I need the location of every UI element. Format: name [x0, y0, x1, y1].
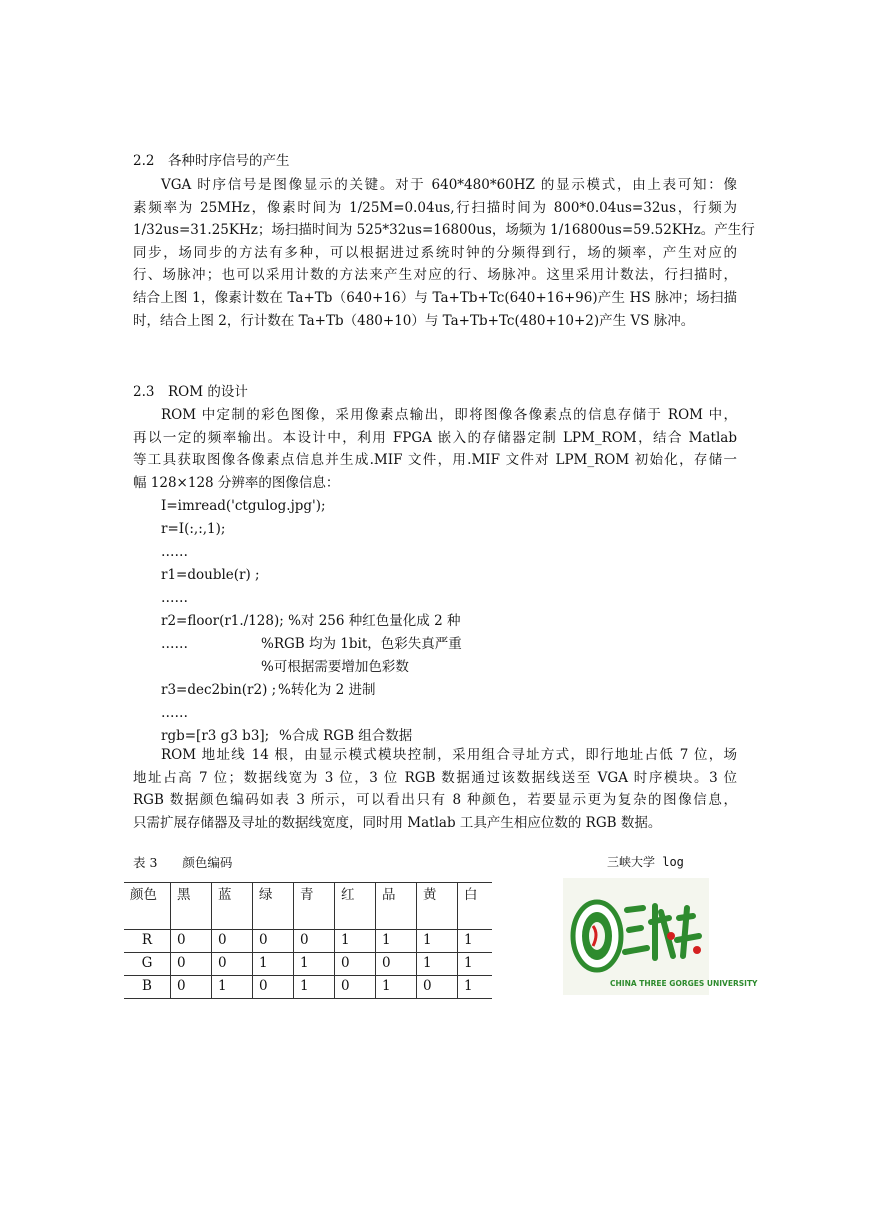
code-comment: %合成 RGB 组合数据: [279, 728, 413, 744]
code-line: [161, 610, 462, 633]
table-cell: 1: [212, 976, 253, 999]
code-text: I=imread('ctgulog.jpg');: [161, 498, 326, 514]
table-cell: G: [124, 953, 171, 976]
logo-caption: 三峡大学 log: [607, 855, 684, 869]
paragraph-line: RGB 数据颜色编码如表 3 所示，可以看出只有 8 种颜色，若要显示更为复杂的图像信息，: [133, 792, 737, 809]
code-comment: %转化为 2 进制: [278, 682, 376, 698]
code-line: [161, 633, 462, 656]
code-line: [161, 518, 462, 541]
code-text: r1=double(r) ;: [161, 567, 260, 583]
table-header-row: [124, 883, 492, 930]
paragraph-line: ROM 中定制的彩色图像，采用像素点输出，即将图像各像素点的信息存储于 ROM 中，: [161, 407, 737, 423]
table-cell: 1: [294, 953, 335, 976]
code-text: rgb=[r3 g3 b3];: [161, 728, 270, 744]
table-header-cell: 黑: [171, 883, 212, 930]
university-logo-image: [563, 878, 758, 995]
table-cell: 0: [335, 953, 376, 976]
code-text: r2=floor(r1./128);: [161, 613, 284, 629]
paragraph-line: 时，结合上图 2，行计数在 Ta+Tb（480+10）与 Ta+Tb+Tc(480+10+2)产生 VS 脉冲。: [133, 312, 695, 329]
code-text: ……: [161, 590, 188, 606]
table-cell: 0: [253, 930, 294, 953]
paragraph-line: 结合上图 1，像素计数在 Ta+Tb（640+16）与 Ta+Tb+Tc(640+16+96)产生 HS 脉冲；场扫描: [133, 289, 737, 306]
table-cell: 1: [376, 976, 417, 999]
table-cell: 1: [417, 953, 458, 976]
table-cell: 1: [458, 930, 493, 953]
code-comment: %RGB 均为 1bit，色彩失真严重: [261, 636, 462, 652]
table-cell: 0: [335, 976, 376, 999]
code-text: ……: [161, 544, 188, 560]
table-cell: 0: [212, 930, 253, 953]
code-text: r3=dec2bin(r2) ;: [161, 682, 277, 698]
table-cell: 0: [171, 953, 212, 976]
table-cell: 0: [171, 976, 212, 999]
table-row: [124, 976, 492, 999]
code-text: r=I(:,:,1);: [161, 521, 226, 537]
table-cell: 1: [376, 930, 417, 953]
table-cell: 0: [376, 953, 417, 976]
paragraph-line: 1/32us=31.25KHz；场扫描时间为 525*32us=16800us，场频为 1/16800us=59.52KHz。产生行: [133, 222, 755, 239]
code-comment: %对 256 种红色量化成 2 种: [283, 613, 461, 629]
table-cell: 1: [253, 953, 294, 976]
paragraph-line: ROM 地址线 14 根，由显示模式模块控制，采用组合寻址方式，即行地址占低 7 位，场: [161, 747, 737, 763]
paragraph-line: VGA 时序信号是图像显示的关键。对于 640*480*60HZ 的显示模式，由上表可知：像: [161, 177, 737, 193]
code-line: [161, 564, 462, 587]
code-text: ……: [161, 705, 188, 721]
paragraph-line: 只需扩展存储器及寻址的数据线宽度，同时用 Matlab 工具产生相应位数的 RGB 数据。: [133, 814, 662, 831]
table-cell: 0: [212, 953, 253, 976]
table-header-cell: 青: [294, 883, 335, 930]
paragraph-timing-signals: [133, 174, 755, 332]
code-text: ……: [161, 636, 188, 652]
table-cell: 1: [294, 976, 335, 999]
code-comment: %可根据需要增加色彩数: [261, 659, 409, 675]
paragraph-line: 同步，场同步的方法有多种，可以根据进过系统时钟的分频得到行，场的频率，产生对应的: [133, 244, 737, 261]
table-cell: 1: [417, 930, 458, 953]
table-row: [124, 930, 492, 953]
table-header-cell: 红: [335, 883, 376, 930]
table-cell: R: [124, 930, 171, 953]
table-cell: 0: [171, 930, 212, 953]
section-heading-2-3: 2.3 ROM 的设计: [133, 384, 248, 400]
table-cell: 1: [335, 930, 376, 953]
paragraph-line: 等工具获取图像各像素点信息并生成.MIF 文件，用.MIF 文件对 LPM_ROM 初始化，存储一: [133, 452, 737, 469]
table-header-cell: 黄: [417, 883, 458, 930]
table-cell: 1: [458, 953, 493, 976]
table-header-cell: 绿: [253, 883, 294, 930]
table-header-cell: 白: [458, 883, 493, 930]
table-cell: 1: [458, 976, 493, 999]
color-encoding-table: [124, 882, 492, 999]
table-row: [124, 953, 492, 976]
table-cell: B: [124, 976, 171, 999]
paragraph-line: 行、场脉冲；也可以采用计数的方法来产生对应的行、场脉冲。这里采用计数法，行扫描时，: [133, 267, 737, 284]
table-header-cell: 颜色: [124, 883, 171, 930]
code-line: [161, 679, 462, 702]
code-line: [161, 541, 462, 564]
code-line: [161, 656, 462, 679]
logo-subtitle-text: CHINA THREE GORGES UNIVERSITY: [610, 979, 758, 988]
paragraph-rom-intro: [133, 404, 737, 494]
table-cell: 0: [294, 930, 335, 953]
table-header-cell: 蓝: [212, 883, 253, 930]
section-heading-2-2: 2.2 各种时序信号的产生: [133, 153, 290, 169]
paragraph-line: 素频率为 25MHz，像素时间为 1/25M=0.04us,行扫描时间为 800*0.04us=32us，行频为: [133, 199, 737, 216]
table-cell: 0: [253, 976, 294, 999]
table-cell: 0: [417, 976, 458, 999]
table-header-cell: 品: [376, 883, 417, 930]
paragraph-line: 地址占高 7 位；数据线宽为 3 位，3 位 RGB 数据通过该数据线送至 VGA 时序模块。3 位: [133, 769, 737, 786]
paragraph-line: 再以一定的频率输出。本设计中，利用 FPGA 嵌入的存储器定制 LPM_ROM，结合 Matlab: [133, 429, 737, 446]
university-logo-svg: [563, 878, 758, 995]
paragraph-rom-address: [133, 744, 737, 834]
table-caption: 表 3 颜色编码: [133, 855, 233, 870]
code-line: [161, 702, 462, 725]
code-line: [161, 495, 462, 518]
matlab-code-block: [161, 495, 462, 748]
code-line: [161, 587, 462, 610]
paragraph-line: 幅 128×128 分辨率的图像信息：: [133, 474, 340, 491]
